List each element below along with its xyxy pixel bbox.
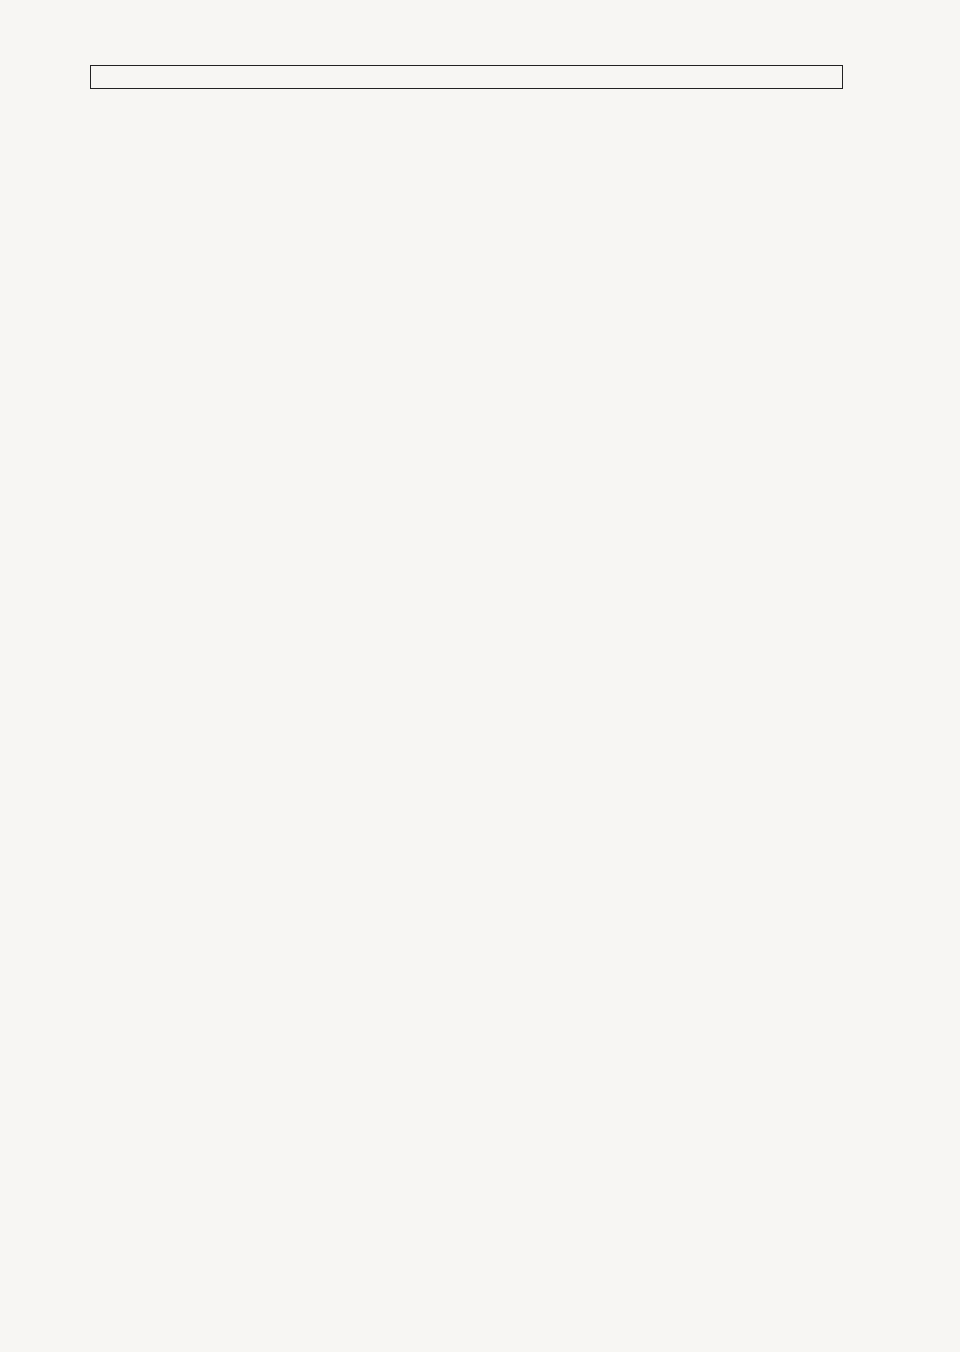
page-header xyxy=(90,65,843,89)
